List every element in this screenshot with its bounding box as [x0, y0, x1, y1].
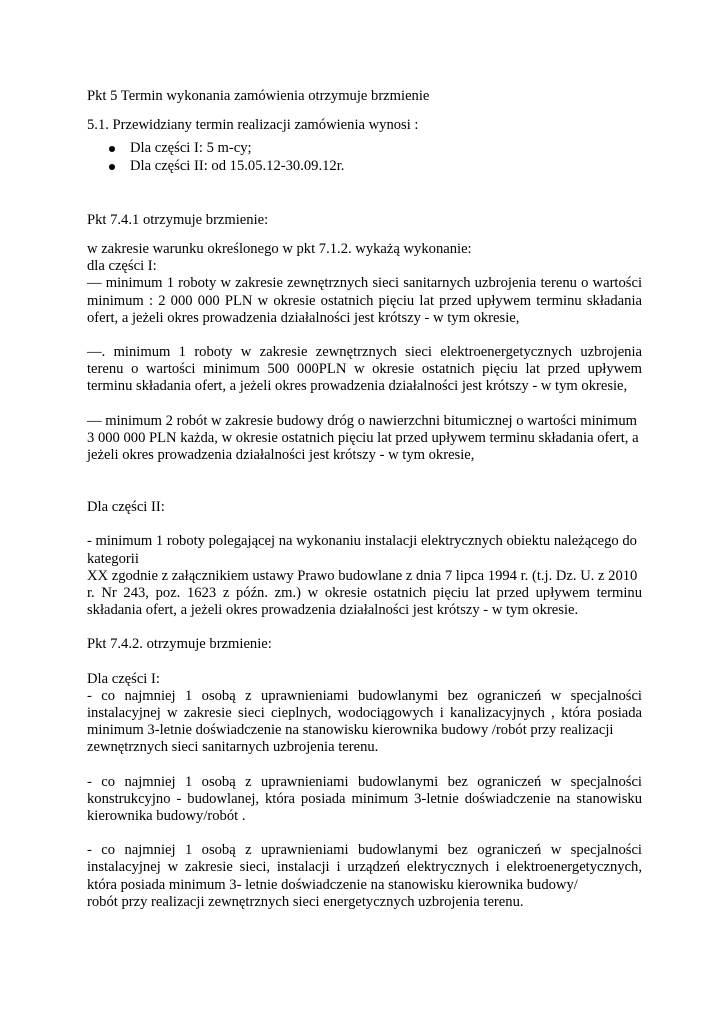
- list-item: Dla części II: od 15.05.12-30.09.12r.: [87, 158, 642, 175]
- section-7-4-2-body: [87, 671, 642, 757]
- section-7-4-1-body: [87, 241, 642, 327]
- completion-terms-list: [87, 140, 642, 174]
- document-body: [87, 88, 642, 911]
- part-1-label: Dla części I:: [87, 670, 160, 687]
- requirement-item: —. minimum 1 roboty w zakresie zewnętrznych sieci elektroenergetycznych uzbrojenia terenu o wartości minimum 500 000PLN w okresie ostatnich pięciu lat przed upływem terminu składania ofert, a jeżeli okres prowadzenia działalności jest krótszy - w tym okresie,: [87, 344, 642, 395]
- section-5-title: Pkt 5 Termin wykonania zamówienia otrzymuje brzmienie: [87, 88, 430, 104]
- list-item: Dla części I: 5 m-cy;: [87, 140, 642, 157]
- requirement-item: - minimum 1 roboty polegającej na wykonaniu instalacji elektrycznych obiektu należącego do kategorii XX zgodnie z załącznikiem ustawy Prawo budowlane z dnia 7 lipca 1994 r. (t.j. Dz. U. z 2010 r. Nr 243, poz. 1623 z późn. zm.) w okresie ostatnich pięciu lat przed upływem terminu składania ofert, a jeżeli okres prowadzenia działalności jest krótszy - w tym okresie.: [87, 533, 642, 619]
- section-7-4-1-intro: w zakresie warunku określonego w pkt 7.1.2. wykażą wykonanie:: [87, 240, 472, 257]
- requirement-item: — minimum 2 robót w zakresie budowy dróg o nawierzchni bitumicznej o wartości minimum 3 000 000 PLN każda, w okresie ostatnich pięciu lat przed upływem terminu składania ofert, a jeżeli okres prowadzenia działalności jest krótszy - w tym okresie,: [87, 412, 639, 464]
- section-5-1-intro: 5.1. Przewidziany termin realizacji zamówienia wynosi :: [87, 117, 419, 134]
- bullet-icon: [109, 164, 115, 170]
- section-7-4-2-heading: Pkt 7.4.2. otrzymuje brzmienie:: [87, 636, 272, 653]
- bullet-icon: [109, 146, 115, 152]
- part-1-label: dla części I:: [87, 258, 157, 275]
- requirement-item: - co najmniej 1 osobą z uprawnieniami budowlanymi bez ograniczeń w specjalności instalacyjnej w zakresie sieci cieplnych, wodociągowych i kanalizacyjnych , która posiada minimum 3-letnie doświadczenie na stanowisku kierownika budowy /robót przy realizacji zewnętrznych sieci sanitarnych uzbrojenia terenu.: [87, 687, 642, 756]
- requirement-item: — minimum 1 roboty w zakresie zewnętrznych sieci sanitarnych uzbrojenia terenu o wartości minimum : 2 000 000 PLN w okresie ostatnich pięciu lat przed upływem terminu składania ofert, a jeżeli okres prowadzenia działalności jest krótszy - w tym okresie,: [87, 275, 642, 326]
- part-2-label: Dla części II:: [87, 499, 165, 516]
- requirement-item: - co najmniej 1 osobą z uprawnieniami budowlanymi bez ograniczeń w specjalności konstrukcyjno - budowlanej, która posiada minimum 3-letnie doświadczenie na stanowisku kierownika budowy/robót .: [87, 773, 642, 825]
- section-7-4-1-heading: Pkt 7.4.1 otrzymuje brzmienie:: [87, 211, 269, 228]
- requirement-item: - co najmniej 1 osobą z uprawnieniami budowlanymi bez ograniczeń w specjalności instalacyjnej w zakresie sieci, instalacji i urządzeń elektrycznych i elektroenergetycznych, która posiada minimum 3- letnie doświadczenie na stanowisku kierownika budowy/ robót przy realizacji zewnętrznych sieci energetycznych uzbrojenia terenu.: [87, 842, 642, 910]
